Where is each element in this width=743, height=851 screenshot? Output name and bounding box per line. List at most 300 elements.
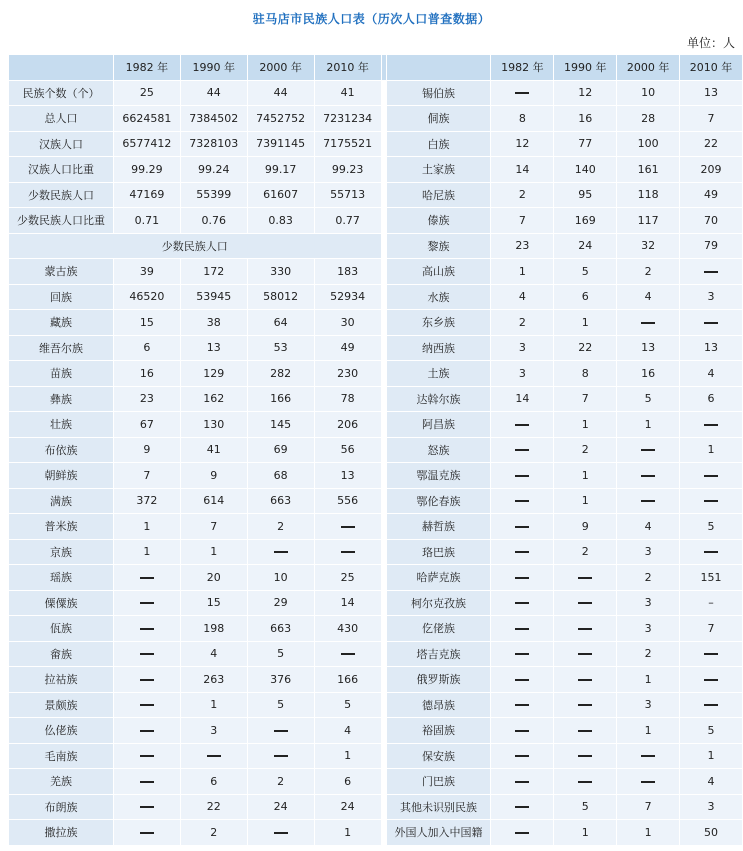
value-text: 5	[277, 647, 285, 661]
value-cell	[617, 335, 680, 361]
row-label: 畲族	[9, 641, 114, 667]
value-text: 376	[270, 672, 292, 686]
value-cell	[247, 335, 314, 361]
value-text: 1	[143, 545, 151, 559]
value-cell	[491, 208, 554, 234]
table-row	[9, 157, 743, 183]
value-text: 6	[344, 774, 352, 788]
value-cell	[680, 157, 743, 183]
value-text: 44	[273, 86, 288, 100]
empty-dash	[341, 526, 355, 528]
empty-dash	[704, 322, 718, 324]
value-text: 172	[203, 264, 225, 278]
row-label: 东乡族	[386, 310, 491, 336]
row-label: 珞巴族	[386, 539, 491, 565]
value-text: 7	[143, 468, 151, 482]
value-text: 7328103	[189, 137, 239, 151]
value-cell	[180, 208, 247, 234]
value-cell	[554, 361, 617, 387]
value-text: 129	[203, 366, 225, 380]
value-cell	[554, 692, 617, 718]
row-label: 柯尔克孜族	[386, 590, 491, 616]
year-header: 2000 年	[247, 55, 314, 81]
row-label: 鄂温克族	[386, 463, 491, 489]
value-cell	[554, 182, 617, 208]
value-cell	[680, 463, 743, 489]
table-row	[9, 131, 743, 157]
value-text: 24	[340, 800, 355, 814]
value-cell	[180, 131, 247, 157]
year-header: 1982 年	[113, 55, 180, 81]
value-cell	[113, 131, 180, 157]
value-text: 614	[203, 494, 225, 508]
value-cell	[247, 131, 314, 157]
value-cell	[180, 641, 247, 667]
row-label: 少数民族人口比重	[9, 208, 114, 234]
value-text: 2	[581, 545, 589, 559]
value-text: 161	[637, 162, 659, 176]
value-cell	[617, 820, 680, 846]
value-cell	[617, 743, 680, 769]
value-cell	[680, 106, 743, 132]
value-text: 14	[515, 392, 530, 406]
value-cell	[314, 488, 381, 514]
value-cell	[491, 820, 554, 846]
empty-dash	[515, 424, 529, 426]
empty-dash	[704, 475, 718, 477]
row-label: 土家族	[386, 157, 491, 183]
value-cell	[554, 667, 617, 693]
value-text: 53945	[196, 290, 232, 304]
row-label: 白族	[386, 131, 491, 157]
value-text: 69	[273, 443, 288, 457]
value-cell	[491, 667, 554, 693]
value-cell	[680, 794, 743, 820]
value-text: 4	[210, 647, 218, 661]
year-header: 1990 年	[180, 55, 247, 81]
value-cell	[247, 667, 314, 693]
table-row	[9, 641, 743, 667]
value-cell	[554, 539, 617, 565]
value-text: 9	[581, 519, 589, 533]
value-text: 1	[581, 494, 589, 508]
value-cell	[491, 488, 554, 514]
value-text: 5	[344, 698, 352, 712]
value-cell	[113, 182, 180, 208]
value-text: 5	[707, 519, 715, 533]
value-text: 95	[578, 188, 593, 202]
value-cell	[113, 412, 180, 438]
value-text: 52934	[330, 290, 366, 304]
population-table-wrapper	[8, 54, 743, 846]
value-cell	[314, 361, 381, 387]
value-cell	[680, 80, 743, 106]
value-cell	[247, 259, 314, 285]
value-cell	[113, 310, 180, 336]
value-cell	[617, 641, 680, 667]
empty-dash	[140, 653, 154, 655]
table-row	[9, 233, 743, 259]
value-cell	[617, 182, 680, 208]
value-cell	[180, 565, 247, 591]
empty-dash	[515, 449, 529, 451]
value-text: 3	[644, 596, 652, 610]
value-cell	[617, 667, 680, 693]
header-blank	[386, 55, 491, 81]
value-text: 25	[340, 570, 355, 584]
value-text: 78	[340, 392, 355, 406]
value-cell	[554, 157, 617, 183]
row-label: 毛南族	[9, 743, 114, 769]
row-label: 朝鲜族	[9, 463, 114, 489]
value-text: 20	[206, 570, 221, 584]
empty-dash	[578, 704, 592, 706]
value-text: 3	[518, 341, 526, 355]
value-cell	[247, 284, 314, 310]
value-cell	[680, 565, 743, 591]
empty-dash	[704, 679, 718, 681]
value-cell	[554, 386, 617, 412]
value-cell	[247, 157, 314, 183]
row-label: 哈尼族	[386, 182, 491, 208]
empty-dash	[515, 781, 529, 783]
empty-dash	[704, 424, 718, 426]
value-cell	[680, 539, 743, 565]
value-text: 1	[644, 417, 652, 431]
value-text: 263	[203, 672, 225, 686]
value-cell	[314, 80, 381, 106]
value-cell	[617, 386, 680, 412]
value-text: 1	[581, 825, 589, 839]
value-cell	[554, 131, 617, 157]
value-text: 5	[581, 264, 589, 278]
value-text: 47169	[129, 188, 165, 202]
table-row	[9, 488, 743, 514]
empty-dash	[704, 500, 718, 502]
value-cell	[554, 284, 617, 310]
value-text: 8	[518, 111, 526, 125]
value-text: 25	[139, 86, 154, 100]
value-text: 15	[139, 315, 154, 329]
value-text: 4	[344, 723, 352, 737]
header-blank	[9, 55, 114, 81]
value-text: 1	[707, 749, 715, 763]
table-row	[9, 412, 743, 438]
value-text: 99.29	[131, 162, 163, 176]
row-label: 赫哲族	[386, 514, 491, 540]
row-label: 傈僳族	[9, 590, 114, 616]
row-label: 侗族	[386, 106, 491, 132]
value-cell	[680, 386, 743, 412]
empty-dash	[515, 500, 529, 502]
value-cell	[554, 208, 617, 234]
value-cell	[491, 743, 554, 769]
value-text: 330	[270, 264, 292, 278]
value-cell	[314, 616, 381, 642]
row-label: 佤族	[9, 616, 114, 642]
row-label: 拉祜族	[9, 667, 114, 693]
row-label: 回族	[9, 284, 114, 310]
empty-dash	[578, 653, 592, 655]
row-label: 纳西族	[386, 335, 491, 361]
value-text: 99.17	[264, 162, 297, 176]
value-text: 2	[277, 774, 285, 788]
empty-dash	[641, 500, 655, 502]
empty-dash	[704, 551, 718, 553]
value-cell	[113, 718, 180, 744]
value-cell	[180, 310, 247, 336]
value-text: 140	[574, 162, 596, 176]
value-cell	[680, 667, 743, 693]
population-table	[8, 54, 743, 846]
year-header: 2010 年	[314, 55, 381, 81]
value-cell	[314, 106, 381, 132]
value-text: 7231234	[323, 111, 373, 125]
value-cell	[314, 590, 381, 616]
value-cell	[113, 820, 180, 846]
value-cell	[113, 80, 180, 106]
value-cell	[617, 361, 680, 387]
value-text: 12	[578, 86, 593, 100]
value-cell	[113, 743, 180, 769]
empty-dash	[578, 628, 592, 630]
table-row	[9, 590, 743, 616]
value-cell	[314, 284, 381, 310]
row-label: 满族	[9, 488, 114, 514]
value-cell	[617, 208, 680, 234]
row-label: 藏族	[9, 310, 114, 336]
year-header: 1982 年	[491, 55, 554, 81]
value-cell	[180, 335, 247, 361]
value-cell	[491, 182, 554, 208]
value-text: 130	[203, 417, 225, 431]
value-cell	[680, 692, 743, 718]
value-cell	[247, 641, 314, 667]
value-cell	[180, 590, 247, 616]
value-text: 0.71	[134, 213, 160, 227]
value-cell	[680, 641, 743, 667]
value-text: 3	[644, 545, 652, 559]
value-cell	[113, 463, 180, 489]
value-text: 145	[270, 417, 292, 431]
value-text: 16	[641, 366, 656, 380]
table-row	[9, 514, 743, 540]
value-text: 282	[270, 366, 292, 380]
table-row	[9, 80, 743, 106]
table-row	[9, 182, 743, 208]
value-cell	[247, 310, 314, 336]
value-cell	[554, 718, 617, 744]
value-cell	[554, 794, 617, 820]
value-text: 79	[704, 239, 719, 253]
value-text: 2	[644, 570, 652, 584]
value-text: 56	[340, 443, 355, 457]
value-cell	[617, 284, 680, 310]
value-text: 1	[518, 264, 526, 278]
value-cell	[491, 437, 554, 463]
value-cell	[113, 259, 180, 285]
value-text: 1	[707, 443, 715, 457]
value-text: 24	[578, 239, 593, 253]
empty-dash	[515, 577, 529, 579]
row-label: 德昂族	[386, 692, 491, 718]
value-cell	[680, 310, 743, 336]
value-cell	[247, 80, 314, 106]
value-text: 22	[206, 800, 221, 814]
value-cell	[247, 463, 314, 489]
table-row	[9, 616, 743, 642]
value-cell	[113, 514, 180, 540]
value-text: 70	[704, 213, 719, 227]
value-text: 209	[700, 162, 722, 176]
value-cell	[247, 692, 314, 718]
empty-dash	[341, 551, 355, 553]
value-cell	[491, 794, 554, 820]
value-cell	[314, 769, 381, 795]
empty-dash	[515, 832, 529, 834]
value-cell	[314, 335, 381, 361]
value-text: 1	[581, 468, 589, 482]
value-cell	[617, 590, 680, 616]
empty-dash	[274, 832, 288, 834]
value-text: 7384502	[189, 111, 239, 125]
value-text: 13	[704, 86, 719, 100]
value-text: 6624581	[122, 111, 172, 125]
value-text: 3	[644, 621, 652, 635]
value-text: 61607	[263, 188, 299, 202]
empty-dash	[515, 92, 529, 94]
section-header-minority: 少数民族人口	[9, 233, 382, 259]
value-cell	[180, 488, 247, 514]
value-text: 430	[337, 621, 359, 635]
value-text: 2	[518, 188, 526, 202]
value-cell	[113, 488, 180, 514]
value-cell	[314, 437, 381, 463]
value-cell	[554, 412, 617, 438]
value-cell	[113, 361, 180, 387]
row-label: 仫佬族	[9, 718, 114, 744]
value-text: 10	[273, 570, 288, 584]
value-text: 7	[707, 621, 715, 635]
value-cell	[180, 259, 247, 285]
value-text: 6	[143, 341, 151, 355]
value-cell	[314, 667, 381, 693]
value-cell	[491, 514, 554, 540]
row-label: 仡佬族	[386, 616, 491, 642]
value-cell	[247, 565, 314, 591]
value-cell	[491, 539, 554, 565]
value-text: 1	[581, 417, 589, 431]
empty-dash	[140, 679, 154, 681]
value-text: 44	[206, 86, 221, 100]
value-cell	[680, 590, 743, 616]
value-cell	[180, 386, 247, 412]
value-text: 38	[206, 315, 221, 329]
value-text: 100	[637, 137, 659, 151]
value-text: 13	[206, 341, 221, 355]
row-label: 羌族	[9, 769, 114, 795]
empty-dash	[515, 730, 529, 732]
table-row	[9, 284, 743, 310]
value-text: 6	[581, 290, 589, 304]
value-cell	[680, 412, 743, 438]
empty-dash	[641, 449, 655, 451]
value-text: 4	[644, 290, 652, 304]
value-text: 372	[136, 494, 158, 508]
value-text: 53	[273, 341, 288, 355]
year-header: 2010 年	[680, 55, 743, 81]
value-cell	[491, 106, 554, 132]
value-cell	[680, 616, 743, 642]
value-text: 14	[515, 162, 530, 176]
value-cell	[554, 616, 617, 642]
value-text: 39	[139, 264, 154, 278]
value-cell	[180, 820, 247, 846]
value-cell	[491, 412, 554, 438]
value-text: 3	[644, 698, 652, 712]
value-cell	[554, 590, 617, 616]
value-text: 2	[581, 443, 589, 457]
value-cell	[680, 743, 743, 769]
value-text: 4	[707, 366, 715, 380]
value-text: 16	[578, 111, 593, 125]
year-header: 2000 年	[617, 55, 680, 81]
value-text: 49	[340, 341, 355, 355]
value-text: 50	[704, 825, 719, 839]
value-text: 5	[581, 800, 589, 814]
value-text: 198	[203, 621, 225, 635]
value-text: 7391145	[256, 137, 306, 151]
value-cell	[113, 284, 180, 310]
row-label: 高山族	[386, 259, 491, 285]
empty-dash	[140, 832, 154, 834]
value-cell	[314, 539, 381, 565]
value-text: 663	[270, 621, 292, 635]
empty-dash	[578, 679, 592, 681]
row-label: 景颇族	[9, 692, 114, 718]
value-text: 9	[210, 468, 218, 482]
row-label: 其他未识别民族	[386, 794, 491, 820]
value-text: 2	[277, 519, 285, 533]
value-cell	[491, 310, 554, 336]
value-text: 23	[139, 392, 154, 406]
value-cell	[180, 539, 247, 565]
row-label: 蒙古族	[9, 259, 114, 285]
value-text: 24	[273, 800, 288, 814]
value-cell	[554, 310, 617, 336]
row-label: 裕固族	[386, 718, 491, 744]
value-text: 55399	[196, 188, 232, 202]
value-cell	[180, 794, 247, 820]
table-row	[9, 667, 743, 693]
value-cell	[113, 692, 180, 718]
value-cell	[617, 565, 680, 591]
value-text: 162	[203, 392, 225, 406]
value-text: 1	[644, 672, 652, 686]
value-text: 5	[707, 723, 715, 737]
value-text: 4	[518, 290, 526, 304]
value-text: 2	[210, 825, 218, 839]
value-text: 64	[273, 315, 288, 329]
value-cell	[491, 463, 554, 489]
value-cell	[247, 437, 314, 463]
value-text: 7	[210, 519, 218, 533]
value-cell	[180, 718, 247, 744]
row-label: 维吾尔族	[9, 335, 114, 361]
empty-dash	[515, 628, 529, 630]
value-cell	[617, 539, 680, 565]
value-text: 169	[574, 213, 596, 227]
